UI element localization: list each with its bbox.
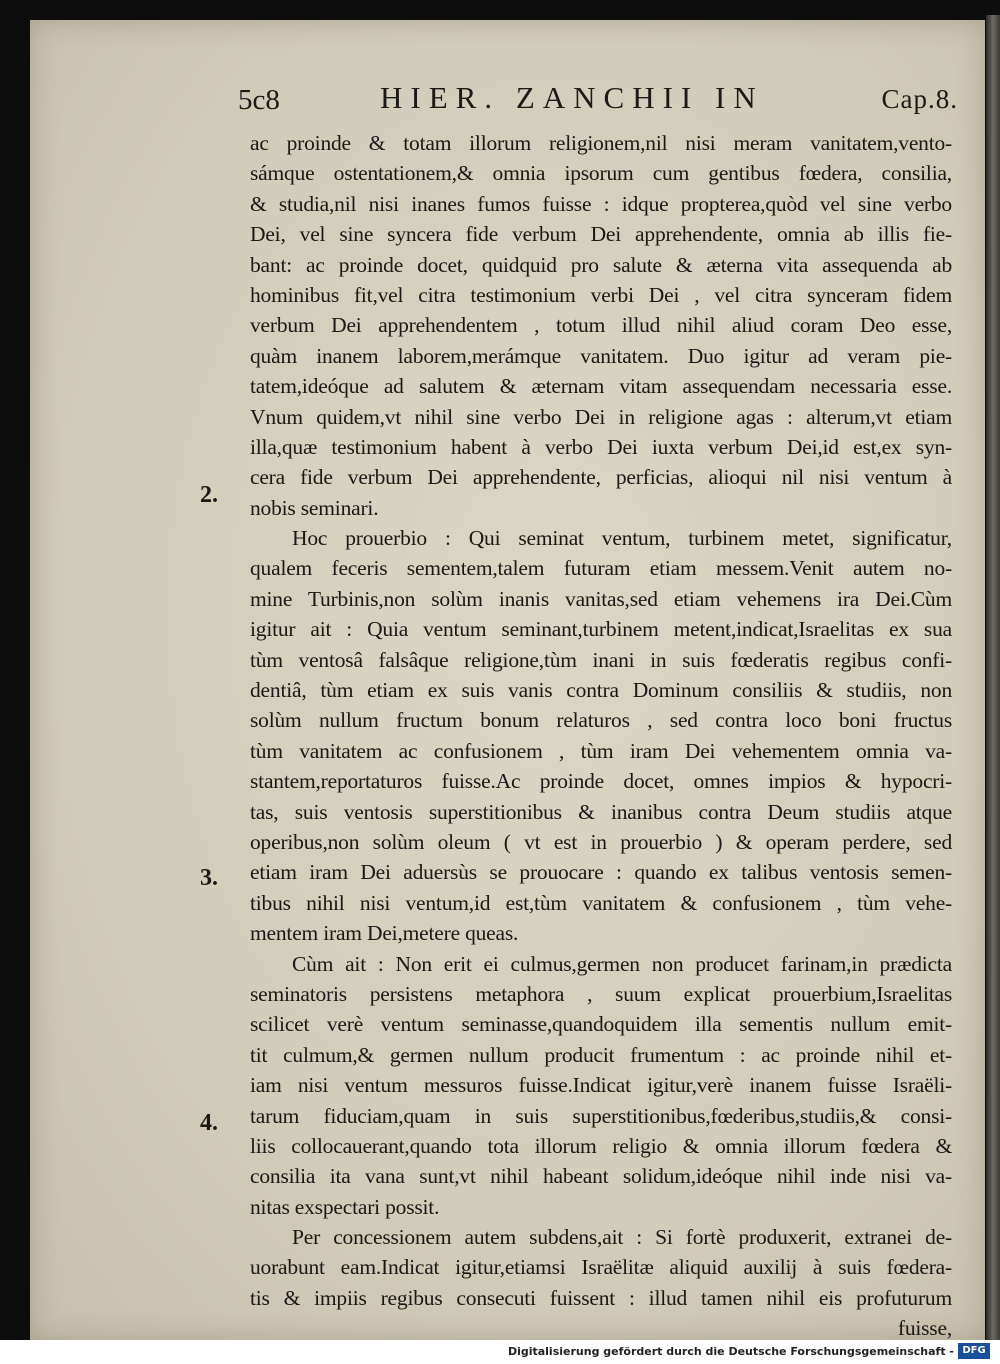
text-line: fuisse, [897, 1316, 952, 1341]
text-line: tùm ventosâ falsâque religione,tùm inani in suis fœderatis regibus confi- [250, 647, 952, 672]
text-line: hominibus fit,vel citra testimonium verbi Dei , vel citra synceram fidem [250, 282, 952, 307]
text-line: Cùm ait : Non erit ei culmus,germen non producet farinam,in prædicta [292, 951, 952, 976]
text-line: qualem feceris sementem,talem futuram etiam messem.Venit autem no- [250, 556, 952, 581]
text-line: operibus,non solùm oleum ( vt est in prouerbio ) & operam perdere, sed [250, 829, 952, 854]
text-line: Vnum quidem,vt nihil sine verbo Dei in religione agas : alterum,vt etiam [250, 404, 952, 429]
text-line: quàm inanem laborem,merámque vanitatem. Duo igitur ad veram pie- [250, 343, 952, 368]
running-header [238, 80, 958, 120]
text-line: tarum fiduciam,quam in suis superstitionibus,fœderibus,studiis,& consi- [250, 1103, 952, 1128]
running-title: HIER. ZANCHII IN [380, 80, 764, 115]
text-line: mentem iram Dei,metere queas. [250, 921, 519, 946]
text-line: liis collocauerant,quando tota illorum religio & omnia illorum fœdera & [250, 1133, 952, 1158]
text-line: seminatoris persistens metaphora , suum explicat prouerbium,Israelitas [250, 981, 952, 1006]
body-text [250, 128, 952, 1344]
text-line: tibus nihil nisi ventum,id est,tùm vanitatem & confusionem , tùm vehe- [250, 890, 952, 915]
text-line: bant: ac proinde docet, quidquid pro salute & æterna vita assequenda ab [250, 252, 952, 277]
text-line: tatem,ideóque ad salutem & æternam vitam assequendam necessaria esse. [250, 374, 952, 399]
text-line: tùm vanitatem ac confusionem , tùm iram Dei vehementem omnia va- [250, 738, 952, 763]
text-line: solùm nullum fructum bonum relaturos , sed contra loco boni fructus [250, 708, 952, 733]
text-line: nobis seminari. [250, 495, 379, 520]
text-line: stantem,reportaturos fuisse.Ac proinde docet, omnes impios & hypocri- [250, 769, 952, 794]
text-line: illa,quæ testimonium habent à verbo Dei iuxta verbum Dei,id est,ex syn- [250, 434, 952, 459]
text-line: nitas exspectari possit. [250, 1194, 440, 1219]
text-line: & studia,nil nisi inanes fumos fuisse : idque propterea,quòd vel sine verbo [250, 191, 952, 216]
text-line: consilia ita vana sunt,vt nihil habeant solidum,ideóque nihil inde nisi va- [250, 1164, 952, 1189]
page-number: 5c8 [238, 84, 280, 116]
text-line: mine Turbinis,non solùm inanis vanitas,sed etiam vehemens ira Dei.Cùm [250, 586, 952, 611]
dfg-logo: DFG [958, 1343, 990, 1359]
text-line: tis & impiis regibus consecuti fuissent : illud tamen nihil eis profuturum [250, 1285, 952, 1310]
page-edge [986, 15, 1000, 1340]
text-line: Per concessionem autem subdens,ait : Si fortè produxerit, extranei de- [292, 1225, 952, 1250]
text-line: scilicet verè ventum seminasse,quandoquidem illa sementis nullum emit- [250, 1012, 952, 1037]
footer-bar [0, 1340, 1000, 1364]
margin-marker: 3. [200, 865, 218, 891]
text-line: cera fide verbum Dei apprehendente, perficias, alioqui nil nisi ventum à [250, 465, 952, 490]
text-line: etiam iram Dei aduersùs se prouocare : quando ex talibus ventosis semen- [250, 860, 952, 885]
margin-marker: 2. [200, 482, 218, 508]
text-line: Dei, vel sine syncera fide verbum Dei apprehendente, omnia ab illis fie- [250, 222, 952, 247]
margin-marker: 4. [200, 1110, 218, 1136]
text-line: sámque ostentationem,& omnia ipsorum cum gentibus fœdera, consilia, [250, 161, 952, 186]
text-line: tit culmum,& germen nullum producit frumentum : ac proinde nihil et- [250, 1042, 952, 1067]
text-line: iam nisi ventum messuros fuisse.Indicat igitur,verè inanem fuisse Israëli- [250, 1073, 952, 1098]
text-line: Hoc prouerbio : Qui seminat ventum, turbinem metet, significatur, [292, 526, 952, 551]
text-line: dentiâ, tùm etiam ex suis vanis contra Dominum consiliis & studiis, non [250, 678, 952, 703]
text-line: igitur ait : Quia ventum seminant,turbinem metent,indicat,Israelitas ex sua [250, 617, 952, 642]
text-line: tas, suis ventosis superstitionibus & inanibus contra Deum studiis atque [250, 799, 952, 824]
chapter-reference: Cap.8. [881, 84, 958, 114]
digitization-credit: Digitalisierung gefördert durch die Deutsche Forschungsgemeinschaft - [507, 1345, 954, 1358]
text-line: ac proinde & totam illorum religionem,nil nisi meram vanitatem,vento- [250, 131, 952, 155]
text-line: uorabunt eam.Indicat igitur,etiamsi Israëlitæ aliquid auxilij à suis fœdera- [250, 1255, 952, 1280]
text-line: verbum Dei apprehendentem , totum illud nihil aliud coram Deo esse, [250, 313, 952, 338]
